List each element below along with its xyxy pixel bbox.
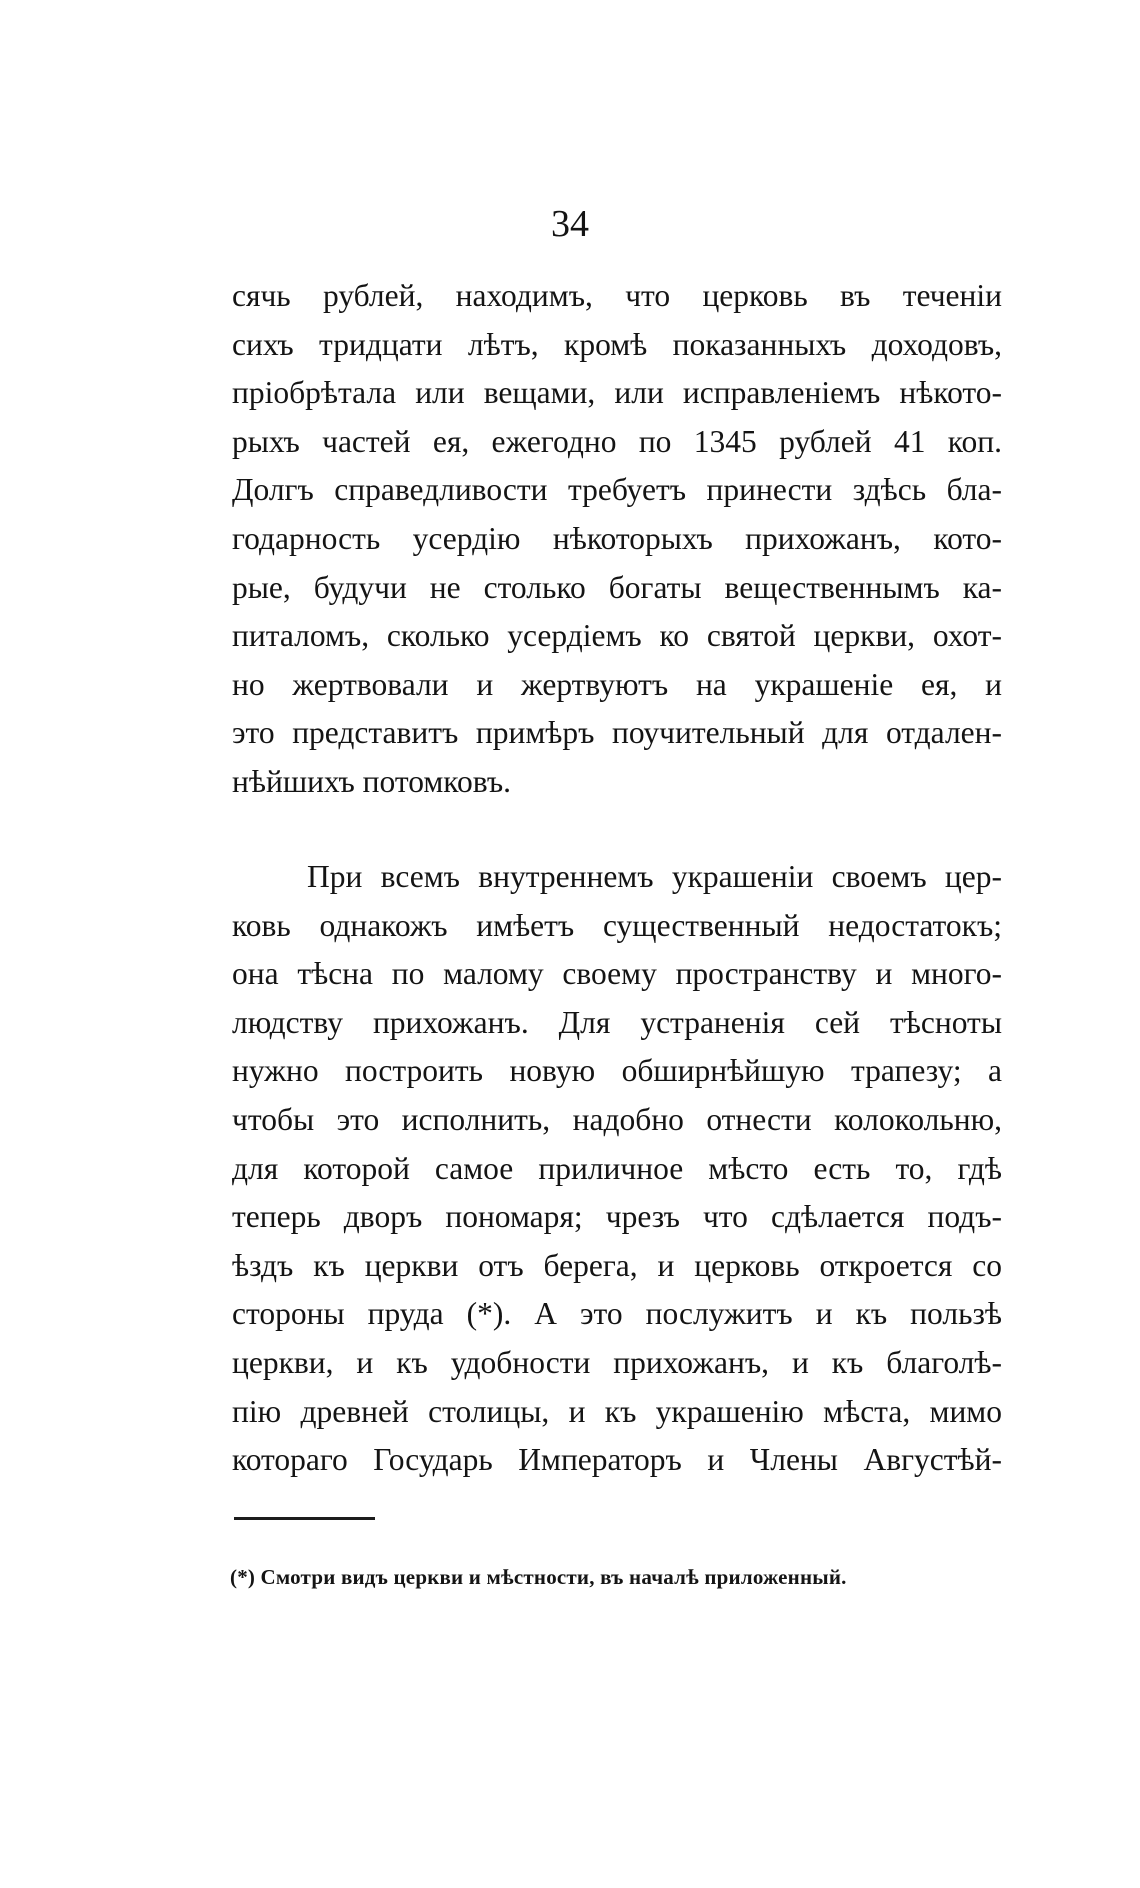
text-line: людству прихожанъ. Для устраненія сей тѣсноты (232, 1004, 1002, 1040)
footnote-divider (234, 1517, 375, 1520)
text-line: При всемъ внутреннемъ украшеніи своемъ цер- (307, 859, 1002, 894)
text-line: нѣйшихъ потомковъ. (232, 763, 511, 799)
text-line: ѣздъ къ церкви отъ берега, и церковь откроется со (232, 1247, 1002, 1283)
text-line: Долгъ справедливости требуетъ принести здѣсь бла- (232, 472, 1002, 508)
paragraph-2 (232, 853, 1002, 1485)
text-line: она тѣсна по малому своему пространству и много- (232, 956, 1002, 992)
text-line: пріобрѣтала или вещами, или исправленіемъ нѣкото- (232, 375, 1002, 411)
text-line: котораго Государь Императоръ и Члены Августѣй- (232, 1442, 1002, 1478)
text-line: сячь рублей, находимъ, что церковь въ теченіи (232, 278, 1002, 313)
text-line: нужно построить новую обширнѣйшую трапезу; а (232, 1053, 1002, 1089)
footnote: (*) Смотри видъ церкви и мѣстности, въ началѣ приложенный. (230, 1565, 847, 1589)
paragraph-1 (232, 272, 1002, 807)
text-line: стороны пруда (*). А это послужитъ и къ пользѣ (232, 1296, 1002, 1332)
text-line: теперь дворъ пономаря; чрезъ что сдѣлается подъ- (232, 1199, 1002, 1235)
text-line: церкви, и къ удобности прихожанъ, и къ благолѣ- (232, 1344, 1002, 1380)
text-line: но жертвовали и жертвуютъ на украшеніе ея, и (232, 666, 1002, 702)
text-line: пію древней столицы, и къ украшенію мѣста, мимо (232, 1393, 1002, 1429)
text-line: питаломъ, сколько усердіемъ ко святой церкви, охот- (232, 618, 1002, 654)
text-line: это представитъ примѣръ поучительный для отдален- (232, 715, 1002, 751)
text-line: ковь однакожъ имѣетъ существенный недостатокъ; (232, 907, 1002, 943)
text-line: рыхъ частей ея, ежегодно по 1345 рублей 41 коп. (232, 423, 1002, 459)
text-line: сихъ тридцати лѣтъ, кромѣ показанныхъ доходовъ, (232, 326, 1002, 362)
text-line: чтобы это исполнить, надобно отнести колокольню, (232, 1101, 1002, 1137)
text-line: для которой самое приличное мѣсто есть то, гдѣ (232, 1150, 1002, 1186)
page-number: 34 (551, 203, 589, 245)
text-line: рые, будучи не столько богаты вещественнымъ ка- (232, 569, 1002, 605)
text-line: годарность усердію нѣкоторыхъ прихожанъ, кото- (232, 520, 1002, 556)
